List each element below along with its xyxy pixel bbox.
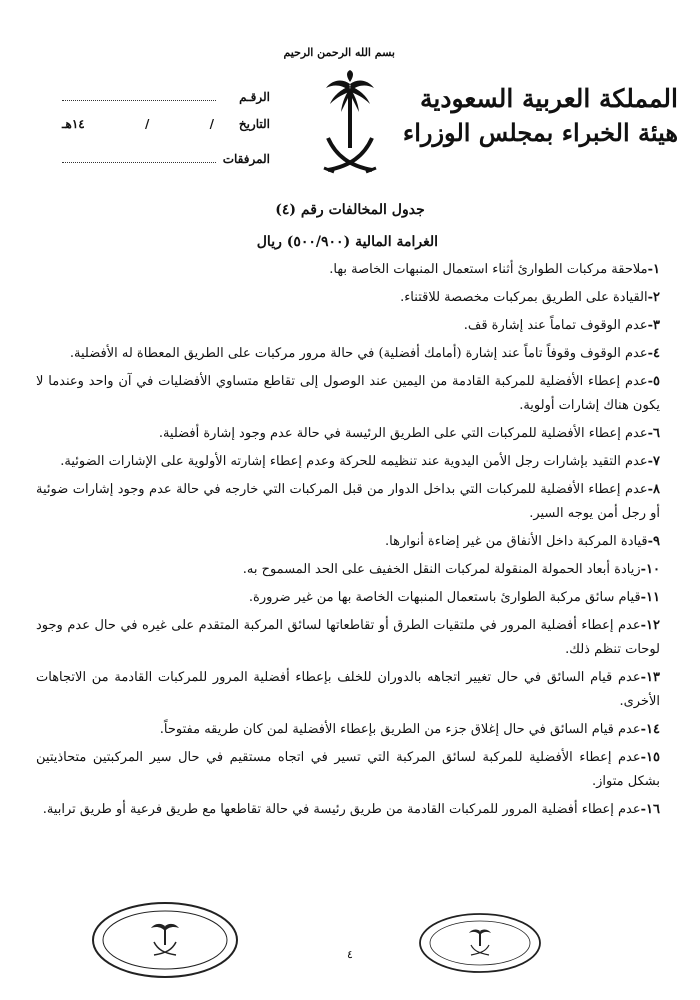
violation-text: عدم التقيد بإشارات رجل الأمن اليدوية عند تنظيمه للحركة وعدم إعطاء إشارته الأولوية على الإشارات الضوئية. [60, 454, 648, 469]
violation-text: قيام سائق مركبة الطوارئ باستعمال المنبهات الخاصة بها من غير ضرورة. [248, 590, 641, 605]
violations-list [36, 258, 660, 826]
basmala: بسم الله الرحمن الرحيم [283, 46, 395, 59]
violation-number: ٥- [647, 374, 660, 389]
violation-number: ٩- [647, 534, 660, 549]
violation-text: قيادة المركبة داخل الأنفاق من غير إضاءة أنوارها. [385, 534, 648, 549]
violation-item [36, 258, 660, 282]
violation-text: عدم إعطاء الأفضلية للمركبات التي بداخل الدوار من قبل المركبات التي خارجه في حالة عدم وجود إشارات ضوئية أو رجل أمن يوجه السير. [36, 482, 660, 521]
reference-block [58, 86, 270, 179]
violation-number: ١١- [640, 590, 660, 605]
violation-text: عدم قيام السائق في حال إغلاق جزء من الطريق بإعطاء الأفضلية لمن كان طريقه مفتوحاً. [159, 722, 641, 737]
violation-text: القيادة على الطريق بمركبات مخصصة للاقتناء. [400, 290, 648, 305]
violation-number: ١٣- [640, 670, 660, 685]
attachments-label: المرفقات [222, 152, 270, 166]
violation-item [36, 718, 660, 742]
reference-row [58, 86, 270, 117]
attachments-field [62, 148, 216, 163]
violation-item [36, 286, 660, 310]
violation-number: ١٥- [640, 750, 660, 765]
violation-number: ١- [647, 262, 660, 277]
violation-text: عدم الوقوف تماماً عند إشارة قف. [463, 318, 648, 333]
violation-item [36, 450, 660, 474]
violation-item [36, 666, 660, 714]
violation-item [36, 422, 660, 446]
right-seal-stamp [418, 912, 542, 974]
violation-number: ٨- [647, 482, 660, 497]
violation-item [36, 798, 660, 822]
violation-number: ١٦- [640, 802, 660, 817]
violation-text: عدم إعطاء أفضلية المرور في ملتقيات الطرق أو تقاطعاتها لسائق المركبة المتقدم على غيره في حال عدم وجود لوحات تنظم ذلك. [36, 618, 660, 657]
date-field [58, 117, 220, 131]
violation-text: زيادة أبعاد الحمولة المنقولة لمركبات النقل الخفيف على الحد المسموح به. [242, 562, 641, 577]
violation-number: ٦- [647, 426, 660, 441]
violation-text: عدم إعطاء الأفضلية للمركبة لسائق المركبة التي تسير في اتجاه مستقيم في حال سير المركبتين متحاذيتين بشكل متواز. [36, 750, 660, 789]
date-year-suffix: ١٤هـ [62, 117, 85, 131]
left-seal-stamp [90, 900, 240, 980]
violation-item [36, 586, 660, 610]
violation-text: عدم إعطاء أفضلية المرور للمركبات القادمة من طريق رئيسة في حالة تقاطعها مع طريق فرعية أو طريق ترابية. [42, 802, 641, 817]
date-row [58, 117, 270, 148]
violation-item [36, 370, 660, 418]
document-title: جدول المخالفات رقم (٤) [275, 202, 425, 218]
violation-item [36, 342, 660, 366]
violation-text: عدم الوقوف وقوفاً تاماً عند إشارة (أمامك أفضلية) في حالة مرور مركبات على الطريق المعطاة له الأفضلية. [69, 346, 648, 361]
violation-number: ٣- [647, 318, 660, 333]
violation-number: ٤- [647, 346, 660, 361]
violation-text: عدم إعطاء الأفضلية للمركبات التي على الطريق الرئيسة في حالة عدم وجود إشارة أفضلية. [158, 426, 648, 441]
date-month-separator: / [144, 117, 150, 131]
violation-text: عدم قيام السائق في حال تغيير اتجاهه بالدوران للخلف بإعطاء أفضلية المرور للمركبات القادمة من الاتجاهات الأخرى. [36, 670, 660, 709]
violation-text: ملاحقة مركبات الطوارئ أثناء استعمال المنبهات الخاصة بها. [329, 262, 648, 277]
violation-item [36, 746, 660, 794]
date-label: التاريخ [238, 117, 270, 131]
violation-item [36, 478, 660, 526]
organization-name [402, 82, 678, 150]
palm-swords-emblem-icon [322, 70, 378, 180]
violation-text: عدم إعطاء الأفضلية للمركبة القادمة من اليمين عند الوصول إلى تقاطع متساوي الأفضليات في آن واحد وعندما لا يكون هناك إشارات أولوية. [36, 374, 660, 413]
violation-number: ١٠- [640, 562, 660, 577]
org-agency-line: هيئة الخبراء بمجلس الوزراء [402, 118, 678, 147]
violation-number: ٢- [647, 290, 660, 305]
violation-number: ٧- [647, 454, 660, 469]
violation-number: ١٤- [640, 722, 660, 737]
reference-label: الرقـم [239, 90, 270, 104]
violation-item [36, 314, 660, 338]
date-day-separator: / [209, 117, 214, 131]
page-number: ٤ [347, 948, 353, 961]
violation-number: ١٢- [640, 618, 660, 633]
violation-item [36, 558, 660, 582]
violation-item [36, 614, 660, 662]
reference-field [62, 86, 216, 101]
fine-amount: الغرامة المالية (٥٠٠/٩٠٠) ريال [256, 234, 438, 250]
violation-item [36, 530, 660, 554]
attachments-row [58, 148, 270, 179]
org-country-line: المملكة العربية السعودية [419, 84, 678, 113]
